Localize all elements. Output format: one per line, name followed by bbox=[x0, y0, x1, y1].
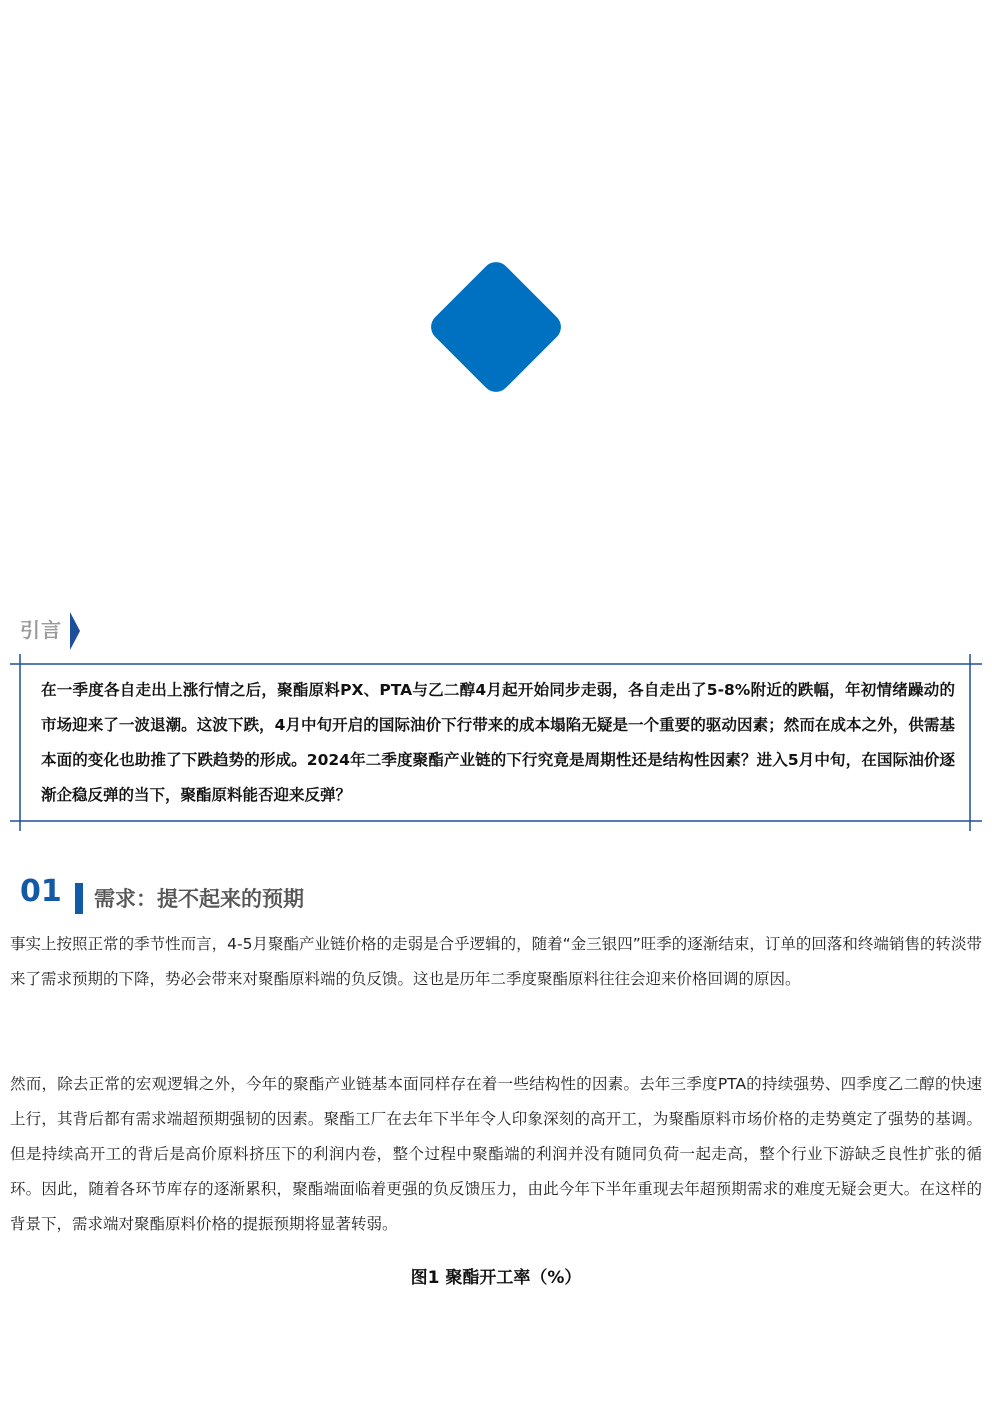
intro-text: 在一季度各自走出上涨行情之后，聚酯原料PX、PTA与乙二醇4月起开始同步走弱，各自走出了5-8%附近的跌幅，年初情绪躁动的市场迎来了一波退潮。这波下跌，4月中旬开启的国际油价下行带来的成本塌陷无疑是一个重要的驱动因素；然而在成本之外，供需基本面的变化也助推了下跌趋势的形成。2024年二季度聚酯产业链的下行究竟是周期性还是结构性因素？进入5月中旬，在国际油价逐渐企稳反弹的当下，聚酯原料能否迎来反弹？ bbox=[41, 681, 955, 804]
body-paragraph: 事实上按照正常的季节性而言，4-5月聚酯产业链价格的走弱是合乎逻辑的，随着“金三银四”旺季的逐渐结束，订单的回落和终端销售的转淡带来了需求预期的下降，势必会带来对聚酯原料端的负反馈。这也是历年二季度聚酯原料往往会迎来价格回调的原因。 bbox=[10, 935, 982, 988]
intro-arrow-icon bbox=[68, 612, 82, 650]
section-number: 01 bbox=[20, 874, 62, 909]
section-bar bbox=[75, 883, 83, 914]
body-paragraph: 然而，除去正常的宏观逻辑之外，今年的聚酯产业链基本面同样存在着一些结构性的因素。去年三季度PTA的持续强势、四季度乙二醇的快速上行，其背后都有需求端超预期强韧的因素。聚酯工厂在去年下半年令人印象深刻的高开工，为聚酯原料市场价格的走势奠定了强势的基调。但是持续高开工的背后是高价原料挤压下的利润内卷，整个过程中聚酯端的利润并没有随同负荷一起走高，整个行业下游缺乏良性扩张的循环。因此，随着各环节库存的逐渐累积，聚酯端面临着更强的负反馈压力，由此今年下半年重现去年超预期需求的难度无疑会更大。在这样的背景下，需求端对聚酯原料价格的提振预期将显著转弱。 bbox=[10, 1075, 982, 1233]
diamond-logo-icon bbox=[424, 255, 568, 399]
intro-label: 引言 bbox=[20, 618, 62, 642]
intro-quote-box bbox=[10, 654, 982, 831]
section-heading bbox=[20, 870, 520, 916]
figure-caption: 图1 聚酯开工率（%） bbox=[410, 1268, 582, 1288]
section-title: 需求：提不起来的预期 bbox=[94, 887, 304, 911]
